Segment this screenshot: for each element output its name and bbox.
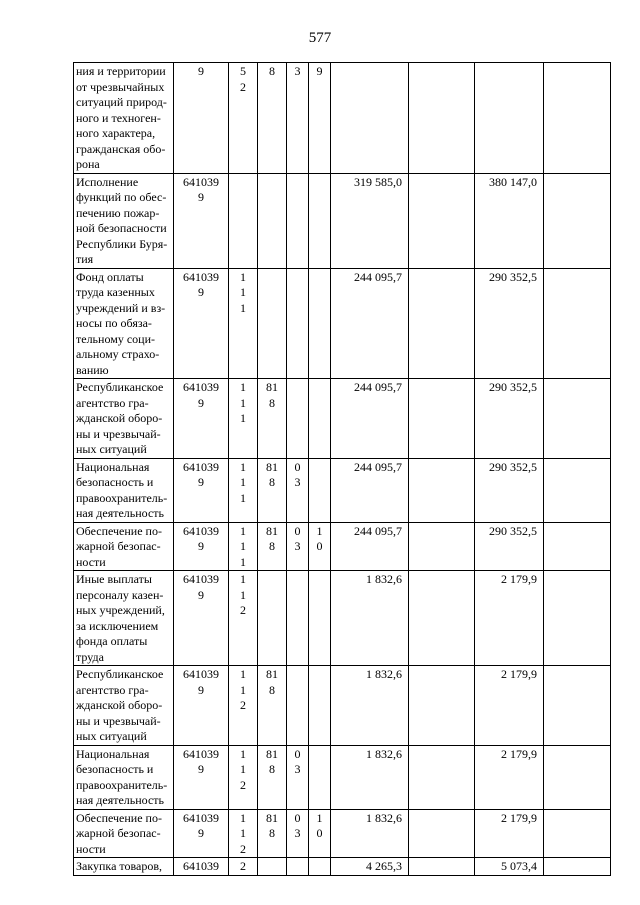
amount-year-1-text: 244 095,7 (354, 523, 402, 538)
amount-year-2-cell (475, 458, 544, 522)
table-row (74, 268, 611, 379)
subsection-code-cell (309, 809, 331, 858)
ministry-code-cell (258, 63, 287, 174)
amount-year-2-cell (475, 809, 544, 858)
section-code-cell (287, 571, 309, 666)
ministry-code-cell (258, 858, 287, 876)
expense-type-text: 2 (240, 859, 246, 873)
row-name-text: Фонд оплаты труда казенных учреждений и вз- носы по обяза- тельному соци- альному страхо- ванию (76, 269, 166, 377)
subsection-code-cell (309, 666, 331, 746)
expense-type-text: 1 1 2 (240, 746, 246, 792)
amount-year-1-text: 1 832,6 (366, 667, 402, 681)
table-row (74, 571, 611, 666)
table-row (74, 809, 611, 858)
amount-year-2-cell (475, 63, 544, 174)
ministry-code-cell (258, 173, 287, 268)
expense-type-cell (229, 858, 258, 876)
empty-cell (544, 522, 611, 571)
target-article-code-text: 641039 9 (183, 667, 219, 697)
section-code-text: 0 3 (294, 459, 301, 489)
amount-year-1-text: 4 265,3 (366, 859, 402, 873)
empty-cell (409, 522, 475, 571)
amount-year-1-text: 1 832,6 (366, 810, 402, 825)
expense-type-text: 1 1 2 (240, 572, 246, 617)
table-row (74, 522, 611, 571)
subsection-code-cell (309, 458, 331, 522)
table-row (74, 173, 611, 268)
empty-cell (544, 666, 611, 746)
expense-type-cell (229, 173, 258, 268)
empty-cell (409, 571, 475, 666)
empty-cell (409, 173, 475, 268)
expense-type-text: 1 1 1 (240, 523, 246, 569)
section-code-cell (287, 745, 309, 809)
subsection-code-cell (309, 745, 331, 809)
subsection-code-cell (309, 63, 331, 174)
amount-year-1-text: 244 095,7 (354, 269, 402, 284)
amount-year-2-text: 290 352,5 (489, 459, 537, 474)
table-row (74, 458, 611, 522)
expense-type-cell (229, 666, 258, 746)
empty-cell (544, 745, 611, 809)
row-name-text: Республиканское агентство гра- жданской оборо- ны и чрезвычай- ных ситуаций (76, 667, 164, 743)
expense-type-cell (229, 63, 258, 174)
subsection-code-cell (309, 379, 331, 459)
row-name-cell (74, 571, 174, 666)
target-article-code-cell (174, 745, 229, 809)
row-name-cell (74, 268, 174, 379)
row-name-text: Закупка товаров, (76, 859, 162, 873)
row-name-cell (74, 63, 174, 174)
target-article-code-cell (174, 858, 229, 876)
expense-type-cell (229, 379, 258, 459)
table-row (74, 379, 611, 459)
section-code-cell (287, 809, 309, 858)
target-article-code-cell (174, 268, 229, 379)
section-code-cell (287, 458, 309, 522)
amount-year-2-cell (475, 571, 544, 666)
expense-type-cell (229, 571, 258, 666)
amount-year-2-cell (475, 522, 544, 571)
amount-year-1-text: 244 095,7 (354, 380, 402, 394)
empty-cell (409, 809, 475, 858)
amount-year-2-text: 290 352,5 (489, 269, 537, 284)
ministry-code-cell (258, 745, 287, 809)
section-code-cell (287, 63, 309, 174)
subsection-code-cell (309, 571, 331, 666)
ministry-code-cell (258, 268, 287, 379)
expense-type-cell (229, 458, 258, 522)
empty-cell (409, 379, 475, 459)
target-article-code-text: 641039 9 (183, 380, 219, 410)
subsection-code-text: 9 (316, 64, 323, 78)
row-name-cell (74, 858, 174, 876)
row-name-text: Республиканское агентство гра- жданской оборо- ны и чрезвычай- ных ситуаций (76, 380, 164, 456)
amount-year-2-cell (475, 666, 544, 746)
amount-year-2-cell (475, 268, 544, 379)
amount-year-2-text: 2 179,9 (501, 746, 537, 761)
empty-cell (544, 809, 611, 858)
empty-cell (409, 858, 475, 876)
target-article-code-text: 641039 9 (183, 572, 219, 602)
row-name-text: ния и территории от чрезвычайных ситуаций природ- ного и техноген- ного характера, гражданская обо- рона (76, 64, 167, 171)
table-row (74, 63, 611, 174)
empty-cell (544, 63, 611, 174)
empty-cell (544, 173, 611, 268)
empty-cell (544, 268, 611, 379)
target-article-code-cell (174, 458, 229, 522)
empty-cell (544, 379, 611, 459)
row-name-text: Национальная безопасность и правоохранитель- ная деятельность (76, 746, 168, 807)
row-name-cell (74, 458, 174, 522)
section-code-text: 0 3 (294, 810, 301, 840)
empty-cell (544, 858, 611, 876)
amount-year-1-cell (331, 745, 409, 809)
amount-year-1-cell (331, 458, 409, 522)
target-article-code-text: 641039 (183, 859, 219, 873)
amount-year-1-cell (331, 379, 409, 459)
row-name-cell (74, 745, 174, 809)
target-article-code-text: 641039 9 (183, 174, 219, 204)
amount-year-1-text: 1 832,6 (366, 746, 402, 761)
amount-year-2-text: 380 147,0 (489, 174, 537, 189)
expense-type-text: 1 1 2 (240, 667, 246, 712)
empty-cell (544, 571, 611, 666)
row-name-cell (74, 173, 174, 268)
amount-year-1-cell (331, 809, 409, 858)
target-article-code-cell (174, 666, 229, 746)
expense-type-text: 1 1 1 (240, 269, 246, 315)
section-code-text: 0 3 (294, 746, 301, 776)
amount-year-1-text: 1 832,6 (366, 572, 402, 586)
subsection-code-text: 1 0 (316, 810, 323, 840)
amount-year-2-cell (475, 745, 544, 809)
section-code-cell (287, 173, 309, 268)
target-article-code-text: 9 (198, 64, 204, 78)
table-body (74, 63, 611, 876)
ministry-code-text: 81 8 (266, 746, 278, 776)
ministry-code-cell (258, 809, 287, 858)
target-article-code-cell (174, 379, 229, 459)
row-name-cell (74, 379, 174, 459)
section-code-cell (287, 666, 309, 746)
amount-year-2-text: 290 352,5 (489, 380, 537, 394)
empty-cell (409, 458, 475, 522)
target-article-code-cell (174, 63, 229, 174)
target-article-code-cell (174, 522, 229, 571)
amount-year-1-cell (331, 268, 409, 379)
amount-year-2-text: 2 179,9 (501, 810, 537, 825)
ministry-code-text: 8 (269, 64, 275, 78)
target-article-code-cell (174, 809, 229, 858)
amount-year-2-text: 2 179,9 (501, 667, 537, 681)
amount-year-2-cell (475, 379, 544, 459)
table-row (74, 666, 611, 746)
amount-year-1-text: 319 585,0 (354, 174, 402, 189)
row-name-text: Обеспечение по- жарной безопас- ности (76, 523, 162, 569)
target-article-code-text: 641039 9 (183, 269, 219, 299)
ministry-code-cell (258, 666, 287, 746)
subsection-code-text: 1 0 (316, 523, 323, 553)
ministry-code-cell (258, 379, 287, 459)
empty-cell (409, 745, 475, 809)
expense-type-text: 5 2 (240, 64, 246, 94)
target-article-code-cell (174, 571, 229, 666)
row-name-text: Обеспечение по- жарной безопас- ности (76, 810, 162, 856)
empty-cell (409, 268, 475, 379)
row-name-cell (74, 809, 174, 858)
ministry-code-text: 81 8 (266, 380, 278, 410)
ministry-code-text: 81 8 (266, 523, 278, 553)
expense-type-cell (229, 268, 258, 379)
target-article-code-text: 641039 9 (183, 459, 219, 489)
amount-year-1-cell (331, 173, 409, 268)
row-name-text: Исполнение функций по обес- печению пожар- ной безопасности Республики Буря- тия (76, 174, 168, 266)
amount-year-1-text: 244 095,7 (354, 459, 402, 474)
row-name-text: Иные выплаты персоналу казен- ных учреждений, за исключением фонда оплаты труда (76, 572, 165, 664)
expense-type-cell (229, 809, 258, 858)
page-number: 577 (308, 30, 332, 46)
amount-year-2-text: 2 179,9 (501, 572, 537, 586)
empty-cell (544, 458, 611, 522)
amount-year-2-cell (475, 173, 544, 268)
ministry-code-cell (258, 522, 287, 571)
row-name-cell (74, 666, 174, 746)
row-name-text: Национальная безопасность и правоохранитель- ная деятельность (76, 459, 168, 520)
section-code-cell (287, 268, 309, 379)
amount-year-1-cell (331, 522, 409, 571)
amount-year-1-cell (331, 571, 409, 666)
ministry-code-cell (258, 571, 287, 666)
ministry-code-text: 81 8 (266, 810, 278, 840)
expense-type-text: 1 1 1 (240, 459, 246, 505)
section-code-cell (287, 379, 309, 459)
target-article-code-cell (174, 173, 229, 268)
amount-year-1-cell (331, 63, 409, 174)
target-article-code-text: 641039 9 (183, 746, 219, 776)
ministry-code-cell (258, 458, 287, 522)
row-name-cell (74, 522, 174, 571)
subsection-code-cell (309, 522, 331, 571)
subsection-code-cell (309, 268, 331, 379)
ministry-code-text: 81 8 (266, 459, 278, 489)
table-row (74, 745, 611, 809)
amount-year-2-text: 290 352,5 (489, 523, 537, 538)
subsection-code-cell (309, 173, 331, 268)
ministry-code-text: 81 8 (266, 667, 278, 697)
amount-year-2-text: 5 073,4 (501, 859, 537, 873)
section-code-cell (287, 858, 309, 876)
amount-year-2-cell (475, 858, 544, 876)
table-row (74, 858, 611, 876)
expense-type-text: 1 1 2 (240, 810, 246, 856)
expense-type-cell (229, 745, 258, 809)
amount-year-1-cell (331, 666, 409, 746)
section-code-text: 3 (294, 64, 301, 78)
expense-type-text: 1 1 1 (240, 380, 246, 425)
section-code-text: 0 3 (294, 523, 301, 553)
target-article-code-text: 641039 9 (183, 523, 219, 553)
target-article-code-text: 641039 9 (183, 810, 219, 840)
budget-table (73, 62, 611, 876)
empty-cell (409, 666, 475, 746)
subsection-code-cell (309, 858, 331, 876)
empty-cell (409, 63, 475, 174)
section-code-cell (287, 522, 309, 571)
expense-type-cell (229, 522, 258, 571)
amount-year-1-cell (331, 858, 409, 876)
